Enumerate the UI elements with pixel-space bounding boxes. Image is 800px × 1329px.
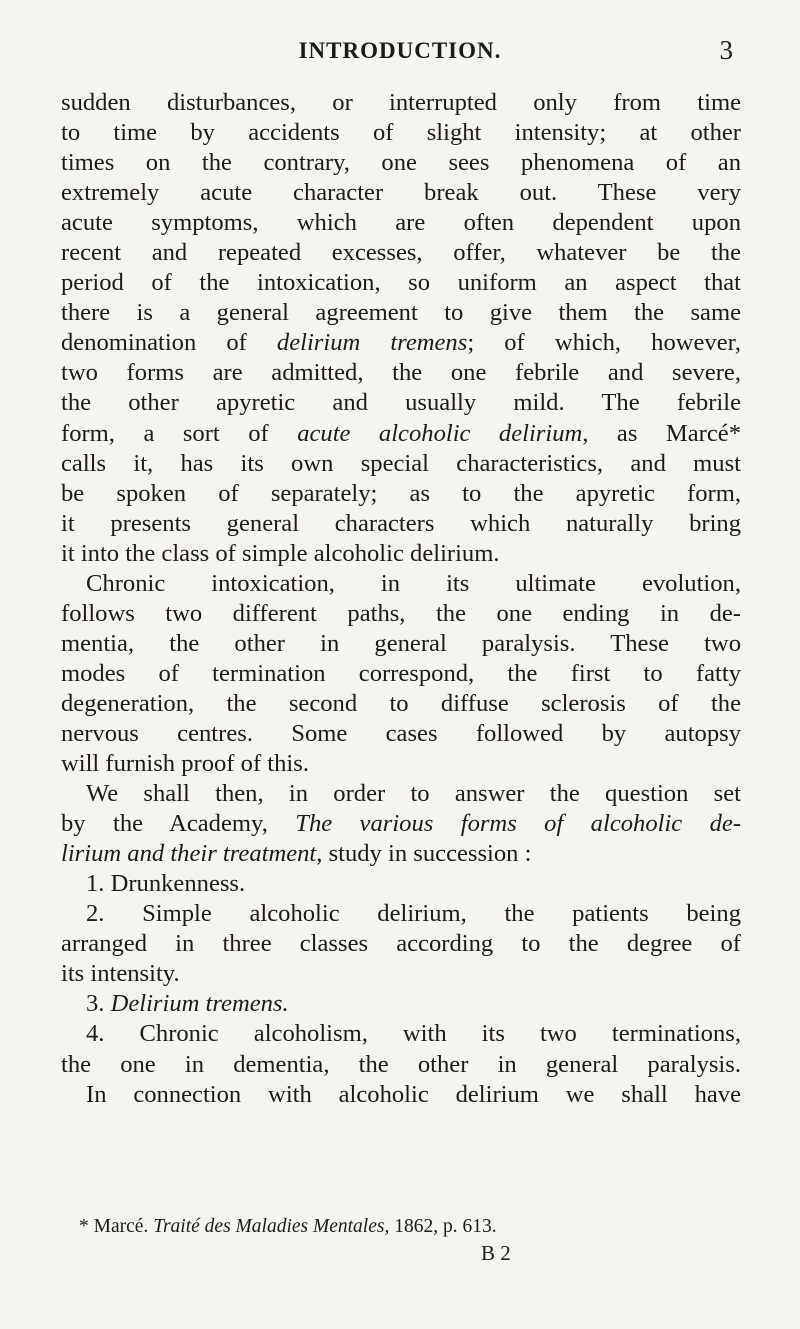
text-line: two forms are admitted, the one febrile and severe,	[61, 359, 741, 387]
footnote-marker: *	[79, 1216, 89, 1237]
page-number: 3	[719, 35, 734, 65]
text-line: period of the intoxication, so uniform an aspect that	[61, 269, 741, 297]
running-head: INTRODUCTION.	[298, 38, 502, 63]
text-line: it presents general characters which naturally bring	[61, 509, 741, 537]
text-line: degeneration, the second to diffuse sclerosis of the	[61, 689, 741, 717]
text-line: times on the contrary, one sees phenomena of an	[61, 149, 741, 177]
text-line: the other apyretic and usually mild. The febrile	[61, 389, 741, 417]
text-line: arranged in three classes according to the degree of	[61, 930, 741, 958]
text-line: 2. Simple alcoholic delirium, the patients being	[86, 900, 741, 928]
text-line: Chronic intoxication, in its ultimate evolution,	[86, 569, 741, 597]
text-line: its intensity.	[61, 960, 180, 988]
text-line: In connection with alcoholic delirium we shall have	[86, 1080, 741, 1108]
text-line: mentia, the other in general paralysis. These two	[61, 629, 741, 657]
text-line: denomination of delirium tremens; of which, however,	[61, 329, 741, 357]
text-line: follows two different paths, the one ending in de-	[61, 599, 741, 627]
text-line: it into the class of simple alcoholic delirium.	[61, 539, 500, 567]
footnote	[61, 1214, 741, 1266]
text-line: the one in dementia, the other in general paralysis.	[61, 1050, 741, 1078]
text-line: by the Academy, The various forms of alcoholic de-	[61, 810, 742, 838]
text-line: sudden disturbances, or interrupted only from time	[61, 89, 741, 116]
body-text	[61, 88, 741, 1110]
footnote-author: Marcé.	[93, 1216, 149, 1237]
text-line: extremely acute character break out. These very	[61, 179, 741, 207]
text-line: calls it, has its own special characteristics, and must	[61, 449, 741, 477]
text-line: be spoken of separately; as to the apyretic form,	[61, 479, 741, 507]
text-line: recent and repeated excesses, offer, whatever be the	[61, 239, 741, 267]
footnote-line	[61, 1214, 741, 1240]
text-line: We shall then, in order to answer the question set	[86, 780, 741, 808]
page-header	[60, 35, 740, 70]
text-line: there is a general agreement to give them the same	[61, 299, 741, 327]
text-line: acute symptoms, which are often dependent upon	[61, 209, 741, 237]
footnote-title: Traité des Maladies Mentales,	[153, 1216, 390, 1237]
text-line: to time by accidents of slight intensity; at other	[61, 119, 741, 147]
text-line: form, a sort of acute alcoholic delirium, as Marcé*	[61, 419, 741, 447]
text-line: 1. Drunkenness.	[86, 870, 246, 898]
text-line: nervous centres. Some cases followed by autopsy	[61, 719, 741, 747]
text-line: lirium and their treatment, study in succession :	[61, 840, 532, 868]
signature-mark: B 2	[481, 1241, 511, 1265]
text-line: will furnish proof of this.	[61, 750, 309, 778]
text-line: 4. Chronic alcoholism, with its two terminations,	[86, 1020, 741, 1048]
footnote-citation: 1862, p. 613.	[394, 1216, 497, 1237]
text-line: 3. Delirium tremens.	[86, 990, 289, 1018]
text-line: modes of termination correspond, the first to fatty	[61, 659, 741, 687]
